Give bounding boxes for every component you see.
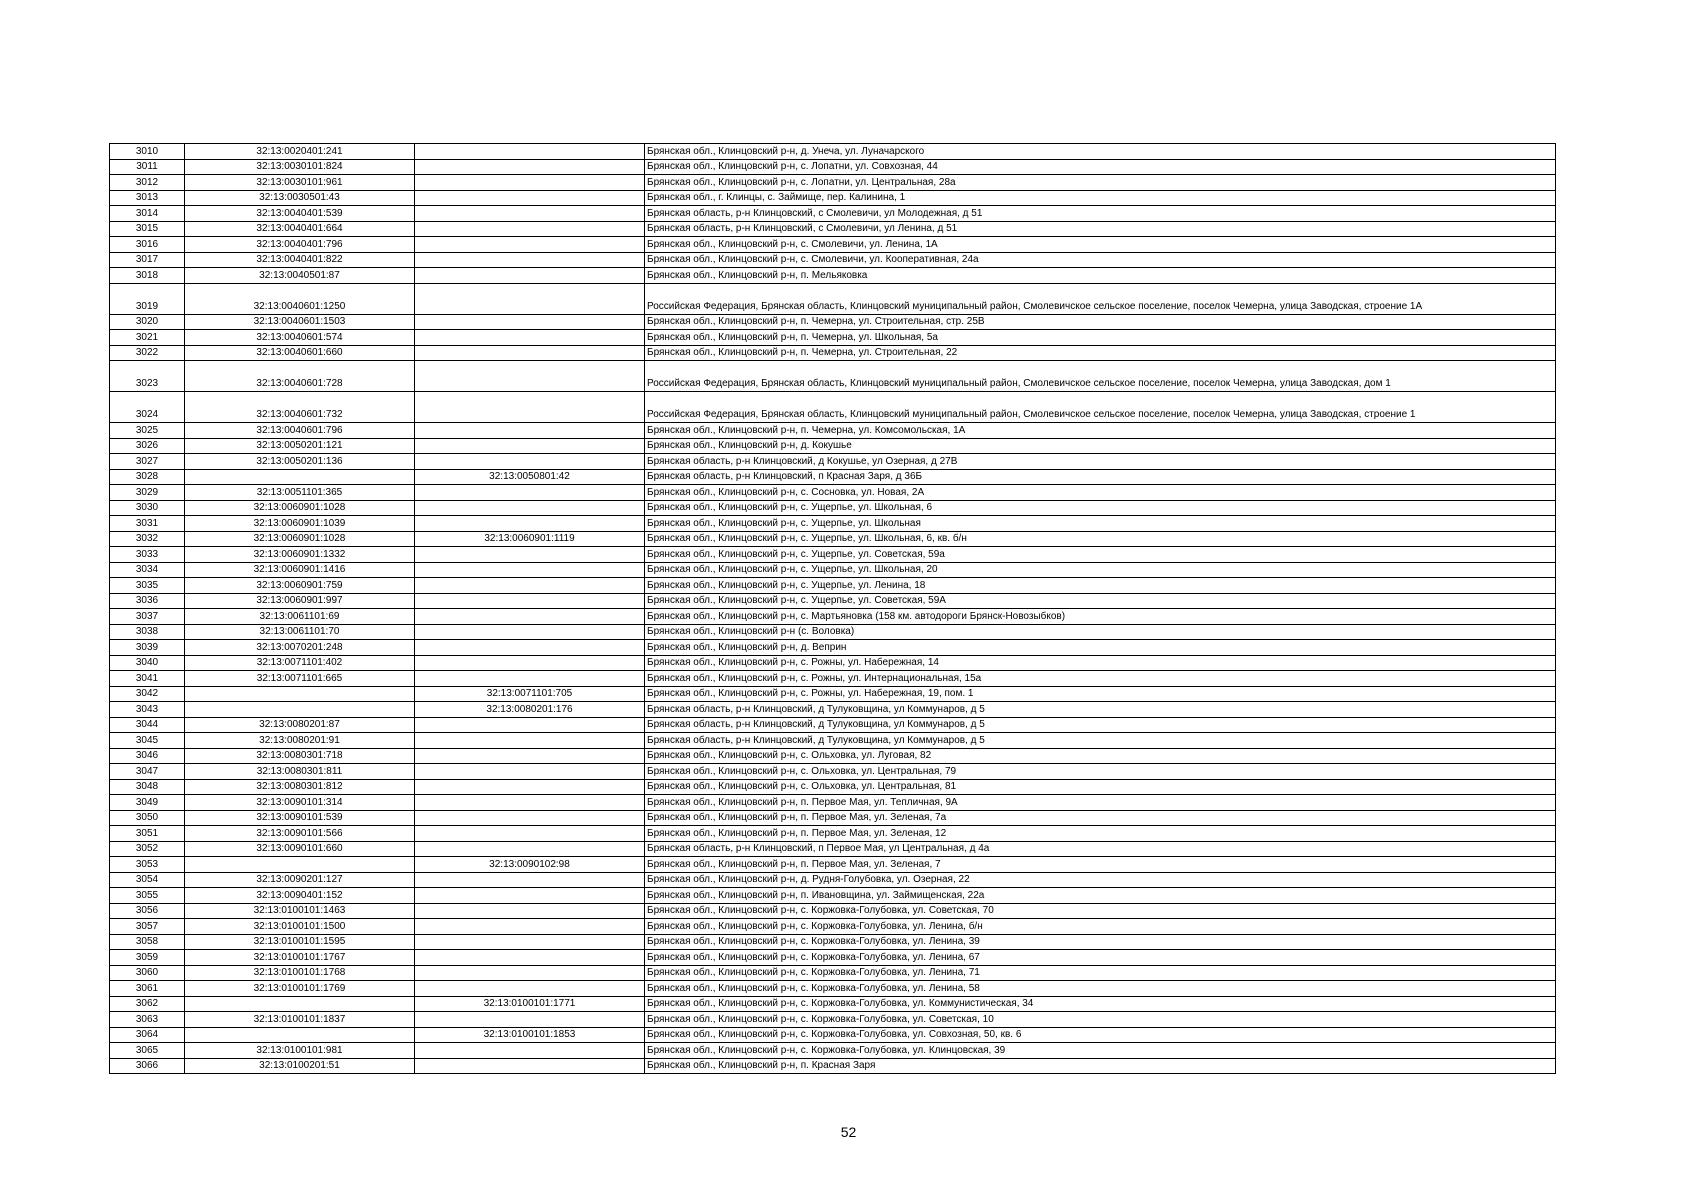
row-number-cell: 3055: [110, 888, 185, 904]
table-row: [110, 268, 1556, 284]
row-number-cell: 3020: [110, 314, 185, 330]
address-cell: Брянская область, р-н Клинцовский, д Тулуковщина, ул Коммунаров, д 5: [645, 717, 1556, 733]
row-number-cell: 3052: [110, 841, 185, 857]
table-row: [110, 996, 1556, 1012]
cadastral-number-cell: 32:13:0100101:1769: [185, 981, 415, 997]
related-cadastral-number-cell: [415, 1058, 645, 1074]
table-row: [110, 748, 1556, 764]
address-cell: Брянская обл., Клинцовский р-н, п. Первое Мая, ул. Зеленая, 12: [645, 826, 1556, 842]
address-cell: Брянская обл., Клинцовский р-н, п. Чемерна, ул. Комсомольская, 1А: [645, 423, 1556, 439]
row-number-cell: 3061: [110, 981, 185, 997]
address-cell: Брянская обл., Клинцовский р-н, с. Лопатни, ул. Центральная, 28а: [645, 175, 1556, 191]
related-cadastral-number-cell: [415, 268, 645, 284]
cadastral-number-cell: [185, 702, 415, 718]
related-cadastral-number-cell: 32:13:0090102:98: [415, 857, 645, 873]
row-number-cell: 3066: [110, 1058, 185, 1074]
cadastral-number-cell: 32:13:0100101:1500: [185, 919, 415, 935]
address-cell: Брянская обл., Клинцовский р-н, с. Коржовка-Голубовка, ул. Коммунистическая, 34: [645, 996, 1556, 1012]
cadastral-number-cell: 32:13:0090101:539: [185, 810, 415, 826]
table-row: [110, 841, 1556, 857]
cadastral-number-cell: 32:13:0090201:127: [185, 872, 415, 888]
cadastral-number-cell: [185, 996, 415, 1012]
related-cadastral-number-cell: [415, 609, 645, 625]
related-cadastral-number-cell: [415, 547, 645, 563]
table-row: [110, 1027, 1556, 1043]
table-row: [110, 640, 1556, 656]
related-cadastral-number-cell: [415, 392, 645, 423]
related-cadastral-number-cell: [415, 190, 645, 206]
address-cell: Брянская обл., Клинцовский р-н, д. Кокушье: [645, 438, 1556, 454]
related-cadastral-number-cell: [415, 624, 645, 640]
cadastral-number-cell: 32:13:0080301:718: [185, 748, 415, 764]
related-cadastral-number-cell: [415, 919, 645, 935]
address-cell: Брянская обл., Клинцовский р-н, с. Ольховка, ул. Луговая, 82: [645, 748, 1556, 764]
address-cell: Брянская обл., Клинцовский р-н, с. Коржовка-Голубовка, ул. Ленина, 39: [645, 934, 1556, 950]
table-row: [110, 857, 1556, 873]
address-cell: Брянская обл., Клинцовский р-н, с. Ущерпье, ул. Школьная, 6: [645, 500, 1556, 516]
row-number-cell: 3039: [110, 640, 185, 656]
row-number-cell: 3051: [110, 826, 185, 842]
cadastral-number-cell: 32:13:0071101:402: [185, 655, 415, 671]
related-cadastral-number-cell: [415, 345, 645, 361]
related-cadastral-number-cell: [415, 562, 645, 578]
related-cadastral-number-cell: [415, 283, 645, 314]
table-row: [110, 252, 1556, 268]
address-cell: Брянская обл., Клинцовский р-н, с. Смолевичи, ул. Кооперативная, 24а: [645, 252, 1556, 268]
address-cell: Брянская обл., Клинцовский р-н, п. Чемерна, ул. Строительная, 22: [645, 345, 1556, 361]
table-row: [110, 686, 1556, 702]
cadastral-number-cell: 32:13:0070201:248: [185, 640, 415, 656]
address-cell: Брянская обл., Клинцовский р-н, п. Первое Мая, ул. Тепличная, 9А: [645, 795, 1556, 811]
row-number-cell: 3035: [110, 578, 185, 594]
related-cadastral-number-cell: [415, 454, 645, 470]
address-cell: Брянская обл., Клинцовский р-н, с. Рожны, ул. Интернациональная, 15а: [645, 671, 1556, 687]
row-number-cell: 3025: [110, 423, 185, 439]
cadastral-number-cell: 32:13:0090401:152: [185, 888, 415, 904]
table-row: [110, 965, 1556, 981]
row-number-cell: 3015: [110, 221, 185, 237]
related-cadastral-number-cell: [415, 655, 645, 671]
cadastral-number-cell: 32:13:0061101:69: [185, 609, 415, 625]
related-cadastral-number-cell: [415, 516, 645, 532]
table-row: [110, 593, 1556, 609]
related-cadastral-number-cell: [415, 934, 645, 950]
row-number-cell: 3037: [110, 609, 185, 625]
related-cadastral-number-cell: [415, 206, 645, 222]
table-row: [110, 547, 1556, 563]
table-row: [110, 609, 1556, 625]
table-row: [110, 934, 1556, 950]
cadastral-number-cell: 32:13:0060901:1332: [185, 547, 415, 563]
address-cell: Брянская обл., Клинцовский р-н, с. Коржовка-Голубовка, ул. Ленина, 67: [645, 950, 1556, 966]
address-cell: Брянская обл., Клинцовский р-н, с. Лопатни, ул. Совхозная, 44: [645, 159, 1556, 175]
address-cell: Российская Федерация, Брянская область, Клинцовский муниципальный район, Смолевичское сельское поселение, поселок Чемерна, улица Заводская, строение 1: [645, 392, 1556, 423]
cadastral-number-cell: 32:13:0040601:732: [185, 392, 415, 423]
related-cadastral-number-cell: [415, 159, 645, 175]
row-number-cell: 3060: [110, 965, 185, 981]
address-cell: Брянская обл., Клинцовский р-н, с. Мартьяновка (158 км. автодороги Брянск-Новозыбков): [645, 609, 1556, 625]
related-cadastral-number-cell: [415, 640, 645, 656]
table-row: [110, 330, 1556, 346]
table-row: [110, 950, 1556, 966]
table-row: [110, 826, 1556, 842]
table-row: [110, 795, 1556, 811]
address-cell: Брянская обл., Клинцовский р-н, п. Чемерна, ул. Школьная, 5а: [645, 330, 1556, 346]
table-row: [110, 159, 1556, 175]
cadastral-number-cell: 32:13:0040601:660: [185, 345, 415, 361]
cadastral-number-cell: 32:13:0060901:1028: [185, 531, 415, 547]
address-cell: Брянская обл., Клинцовский р-н, с. Ущерпье, ул. Советская, 59а: [645, 547, 1556, 563]
row-number-cell: 3013: [110, 190, 185, 206]
row-number-cell: 3021: [110, 330, 185, 346]
row-number-cell: 3048: [110, 779, 185, 795]
row-number-cell: 3042: [110, 686, 185, 702]
address-cell: Брянская обл., Клинцовский р-н, с. Коржовка-Голубовка, ул. Ленина, 71: [645, 965, 1556, 981]
row-number-cell: 3012: [110, 175, 185, 191]
cadastral-number-cell: 32:13:0050201:136: [185, 454, 415, 470]
related-cadastral-number-cell: [415, 950, 645, 966]
table-row: [110, 531, 1556, 547]
address-cell: Брянская обл., Клинцовский р-н, п. Первое Мая, ул. Зеленая, 7а: [645, 810, 1556, 826]
table-row: [110, 500, 1556, 516]
table-row: [110, 779, 1556, 795]
row-number-cell: 3053: [110, 857, 185, 873]
cadastral-number-cell: 32:13:0100101:1767: [185, 950, 415, 966]
cadastral-number-cell: 32:13:0060901:1028: [185, 500, 415, 516]
related-cadastral-number-cell: [415, 221, 645, 237]
cadastral-number-cell: 32:13:0060901:1416: [185, 562, 415, 578]
table-row: [110, 485, 1556, 501]
address-cell: Брянская область, р-н Клинцовский, с Смолевичи, ул Ленина, д 51: [645, 221, 1556, 237]
table-row: [110, 1058, 1556, 1074]
table-row: [110, 392, 1556, 423]
property-table: [109, 143, 1556, 1074]
related-cadastral-number-cell: 32:13:0100101:1771: [415, 996, 645, 1012]
row-number-cell: 3022: [110, 345, 185, 361]
address-cell: Брянская обл., Клинцовский р-н, с. Ущерпье, ул. Ленина, 18: [645, 578, 1556, 594]
cadastral-number-cell: [185, 1027, 415, 1043]
cadastral-number-cell: 32:13:0080201:91: [185, 733, 415, 749]
row-number-cell: 3011: [110, 159, 185, 175]
related-cadastral-number-cell: [415, 1012, 645, 1028]
related-cadastral-number-cell: [415, 810, 645, 826]
table-row: [110, 454, 1556, 470]
cadastral-number-cell: 32:13:0100101:1463: [185, 903, 415, 919]
row-number-cell: 3029: [110, 485, 185, 501]
related-cadastral-number-cell: [415, 423, 645, 439]
row-number-cell: 3043: [110, 702, 185, 718]
table-row: [110, 469, 1556, 485]
row-number-cell: 3016: [110, 237, 185, 253]
row-number-cell: 3050: [110, 810, 185, 826]
address-cell: Брянская обл., Клинцовский р-н, с. Ольховка, ул. Центральная, 81: [645, 779, 1556, 795]
related-cadastral-number-cell: [415, 593, 645, 609]
cadastral-number-cell: 32:13:0051101:365: [185, 485, 415, 501]
cadastral-number-cell: 32:13:0080301:811: [185, 764, 415, 780]
cadastral-number-cell: 32:13:0071101:665: [185, 671, 415, 687]
row-number-cell: 3023: [110, 361, 185, 392]
address-cell: Брянская обл., Клинцовский р-н, с. Ущерпье, ул. Советская, 59А: [645, 593, 1556, 609]
related-cadastral-number-cell: [415, 485, 645, 501]
cadastral-number-cell: 32:13:0060901:997: [185, 593, 415, 609]
row-number-cell: 3040: [110, 655, 185, 671]
table-row: [110, 1012, 1556, 1028]
related-cadastral-number-cell: [415, 903, 645, 919]
table-row: [110, 919, 1556, 935]
cadastral-number-cell: 32:13:0100101:1595: [185, 934, 415, 950]
row-number-cell: 3028: [110, 469, 185, 485]
cadastral-number-cell: 32:13:0050201:121: [185, 438, 415, 454]
address-cell: Брянская обл., Клинцовский р-н, с. Коржовка-Голубовка, ул. Ленина, б/н: [645, 919, 1556, 935]
cadastral-number-cell: 32:13:0040601:1503: [185, 314, 415, 330]
related-cadastral-number-cell: 32:13:0100101:1853: [415, 1027, 645, 1043]
address-cell: Брянская область, р-н Клинцовский, п Красная Заря, д 36Б: [645, 469, 1556, 485]
cadastral-number-cell: 32:13:0040401:539: [185, 206, 415, 222]
address-cell: Брянская обл., Клинцовский р-н, с. Коржовка-Голубовка, ул. Ленина, 58: [645, 981, 1556, 997]
related-cadastral-number-cell: [415, 314, 645, 330]
address-cell: Брянская обл., Клинцовский р-н, д. Веприн: [645, 640, 1556, 656]
related-cadastral-number-cell: [415, 361, 645, 392]
cadastral-number-cell: 32:13:0090101:660: [185, 841, 415, 857]
table-row: [110, 438, 1556, 454]
row-number-cell: 3038: [110, 624, 185, 640]
related-cadastral-number-cell: [415, 764, 645, 780]
row-number-cell: 3054: [110, 872, 185, 888]
row-number-cell: 3044: [110, 717, 185, 733]
related-cadastral-number-cell: [415, 237, 645, 253]
related-cadastral-number-cell: [415, 500, 645, 516]
row-number-cell: 3046: [110, 748, 185, 764]
related-cadastral-number-cell: [415, 144, 645, 160]
table-row: [110, 221, 1556, 237]
row-number-cell: 3017: [110, 252, 185, 268]
cadastral-number-cell: 32:13:0080201:87: [185, 717, 415, 733]
table-row: [110, 206, 1556, 222]
cadastral-number-cell: 32:13:0040601:728: [185, 361, 415, 392]
related-cadastral-number-cell: [415, 733, 645, 749]
related-cadastral-number-cell: 32:13:0060901:1119: [415, 531, 645, 547]
row-number-cell: 3064: [110, 1027, 185, 1043]
table-row: [110, 190, 1556, 206]
address-cell: Брянская обл., г. Клинцы, с. Займище, пер. Калинина, 1: [645, 190, 1556, 206]
address-cell: Брянская обл., Клинцовский р-н, с. Рожны, ул. Набережная, 14: [645, 655, 1556, 671]
row-number-cell: 3033: [110, 547, 185, 563]
related-cadastral-number-cell: [415, 795, 645, 811]
cadastral-number-cell: 32:13:0060901:759: [185, 578, 415, 594]
cadastral-number-cell: 32:13:0100101:1768: [185, 965, 415, 981]
cadastral-number-cell: 32:13:0040401:796: [185, 237, 415, 253]
address-cell: Брянская область, р-н Клинцовский, п Первое Мая, ул Центральная, д 4а: [645, 841, 1556, 857]
address-cell: Брянская область, р-н Клинцовский, д Тулуковщина, ул Коммунаров, д 5: [645, 733, 1556, 749]
address-cell: Брянская обл., Клинцовский р-н, с. Рожны, ул. Набережная, 19, пом. 1: [645, 686, 1556, 702]
row-number-cell: 3032: [110, 531, 185, 547]
table-row: [110, 283, 1556, 314]
cadastral-number-cell: [185, 469, 415, 485]
related-cadastral-number-cell: [415, 438, 645, 454]
address-cell: Брянская обл., Клинцовский р-н, с. Ольховка, ул. Центральная, 79: [645, 764, 1556, 780]
table-row: [110, 717, 1556, 733]
address-cell: Брянская обл., Клинцовский р-н, с. Ущерпье, ул. Школьная, 20: [645, 562, 1556, 578]
related-cadastral-number-cell: [415, 841, 645, 857]
table-row: [110, 981, 1556, 997]
table-row: [110, 810, 1556, 826]
row-number-cell: 3024: [110, 392, 185, 423]
cadastral-number-cell: 32:13:0100101:1837: [185, 1012, 415, 1028]
table-row: [110, 888, 1556, 904]
row-number-cell: 3030: [110, 500, 185, 516]
cadastral-number-cell: 32:13:0090101:566: [185, 826, 415, 842]
cadastral-number-cell: [185, 857, 415, 873]
table-row: [110, 345, 1556, 361]
cadastral-number-cell: 32:13:0030501:43: [185, 190, 415, 206]
table-row: [110, 578, 1556, 594]
address-cell: Брянская обл., Клинцовский р-н, д. Рудня-Голубовка, ул. Озерная, 22: [645, 872, 1556, 888]
row-number-cell: 3034: [110, 562, 185, 578]
related-cadastral-number-cell: [415, 888, 645, 904]
related-cadastral-number-cell: [415, 252, 645, 268]
row-number-cell: 3049: [110, 795, 185, 811]
cadastral-number-cell: 32:13:0020401:241: [185, 144, 415, 160]
address-cell: Брянская область, р-н Клинцовский, с Смолевичи, ул Молодежная, д 51: [645, 206, 1556, 222]
address-cell: Брянская обл., Клинцовский р-н, п. Мельяковка: [645, 268, 1556, 284]
related-cadastral-number-cell: [415, 965, 645, 981]
cadastral-number-cell: 32:13:0030101:961: [185, 175, 415, 191]
cadastral-number-cell: 32:13:0100201:51: [185, 1058, 415, 1074]
table-row: [110, 624, 1556, 640]
row-number-cell: 3058: [110, 934, 185, 950]
cadastral-number-cell: 32:13:0100101:981: [185, 1043, 415, 1059]
address-cell: Брянская обл., Клинцовский р-н, п. Чемерна, ул. Строительная, стр. 25В: [645, 314, 1556, 330]
cadastral-number-cell: 32:13:0060901:1039: [185, 516, 415, 532]
address-cell: Брянская обл., Клинцовский р-н, п. Красная Заря: [645, 1058, 1556, 1074]
related-cadastral-number-cell: 32:13:0050801:42: [415, 469, 645, 485]
related-cadastral-number-cell: [415, 330, 645, 346]
table-row: [110, 516, 1556, 532]
cadastral-number-cell: [185, 686, 415, 702]
row-number-cell: 3018: [110, 268, 185, 284]
address-cell: Брянская обл., Клинцовский р-н (с. Воловка): [645, 624, 1556, 640]
row-number-cell: 3041: [110, 671, 185, 687]
related-cadastral-number-cell: 32:13:0071101:705: [415, 686, 645, 702]
row-number-cell: 3057: [110, 919, 185, 935]
address-cell: Брянская обл., Клинцовский р-н, с. Ущерпье, ул. Школьная: [645, 516, 1556, 532]
cadastral-number-cell: 32:13:0040501:87: [185, 268, 415, 284]
row-number-cell: 3019: [110, 283, 185, 314]
address-cell: Брянская обл., Клинцовский р-н, с. Коржовка-Голубовка, ул. Советская, 70: [645, 903, 1556, 919]
table-row: [110, 655, 1556, 671]
related-cadastral-number-cell: [415, 717, 645, 733]
address-cell: Брянская обл., Клинцовский р-н, п. Ивановщина, ул. Займищенская, 22а: [645, 888, 1556, 904]
related-cadastral-number-cell: [415, 578, 645, 594]
address-cell: Брянская область, р-н Клинцовский, д Тулуковщина, ул Коммунаров, д 5: [645, 702, 1556, 718]
address-cell: Брянская обл., Клинцовский р-н, с. Ущерпье, ул. Школьная, 6, кв. б/н: [645, 531, 1556, 547]
row-number-cell: 3031: [110, 516, 185, 532]
table-row: [110, 702, 1556, 718]
row-number-cell: 3036: [110, 593, 185, 609]
cadastral-number-cell: 32:13:0040601:1250: [185, 283, 415, 314]
row-number-cell: 3059: [110, 950, 185, 966]
related-cadastral-number-cell: [415, 981, 645, 997]
row-number-cell: 3047: [110, 764, 185, 780]
row-number-cell: 3027: [110, 454, 185, 470]
address-cell: Брянская обл., Клинцовский р-н, с. Коржовка-Голубовка, ул. Совхозная, 50, кв. 6: [645, 1027, 1556, 1043]
row-number-cell: 3062: [110, 996, 185, 1012]
table-row: [110, 764, 1556, 780]
table-row: [110, 1043, 1556, 1059]
related-cadastral-number-cell: [415, 671, 645, 687]
table-body: [110, 144, 1556, 1074]
row-number-cell: 3010: [110, 144, 185, 160]
page-number: 52: [840, 1124, 857, 1140]
table-row: [110, 361, 1556, 392]
row-number-cell: 3045: [110, 733, 185, 749]
address-cell: Российская Федерация, Брянская область, Клинцовский муниципальный район, Смолевичское сельское поселение, поселок Чемерна, улица Заводская, строение 1А: [645, 283, 1556, 314]
related-cadastral-number-cell: 32:13:0080201:176: [415, 702, 645, 718]
table-row: [110, 144, 1556, 160]
address-cell: Брянская обл., Клинцовский р-н, с. Смолевичи, ул. Ленина, 1А: [645, 237, 1556, 253]
table-row: [110, 903, 1556, 919]
address-cell: Брянская обл., Клинцовский р-н, п. Первое Мая, ул. Зеленая, 7: [645, 857, 1556, 873]
row-number-cell: 3065: [110, 1043, 185, 1059]
table-row: [110, 314, 1556, 330]
table-row: [110, 562, 1556, 578]
cadastral-number-cell: 32:13:0040601:796: [185, 423, 415, 439]
address-cell: Российская Федерация, Брянская область, Клинцовский муниципальный район, Смолевичское сельское поселение, поселок Чемерна, улица Заводская, дом 1: [645, 361, 1556, 392]
row-number-cell: 3056: [110, 903, 185, 919]
cadastral-number-cell: 32:13:0030101:824: [185, 159, 415, 175]
cadastral-number-cell: 32:13:0040601:574: [185, 330, 415, 346]
row-number-cell: 3026: [110, 438, 185, 454]
table-row: [110, 423, 1556, 439]
related-cadastral-number-cell: [415, 175, 645, 191]
table-row: [110, 733, 1556, 749]
related-cadastral-number-cell: [415, 748, 645, 764]
related-cadastral-number-cell: [415, 779, 645, 795]
table-row: [110, 671, 1556, 687]
table-row: [110, 175, 1556, 191]
table-row: [110, 872, 1556, 888]
row-number-cell: 3014: [110, 206, 185, 222]
related-cadastral-number-cell: [415, 1043, 645, 1059]
address-cell: Брянская обл., Клинцовский р-н, с. Сосновка, ул. Новая, 2А: [645, 485, 1556, 501]
address-cell: Брянская обл., Клинцовский р-н, с. Коржовка-Голубовка, ул. Клинцовская, 39: [645, 1043, 1556, 1059]
related-cadastral-number-cell: [415, 872, 645, 888]
cadastral-number-cell: 32:13:0040401:664: [185, 221, 415, 237]
cadastral-number-cell: 32:13:0040401:822: [185, 252, 415, 268]
cadastral-number-cell: 32:13:0090101:314: [185, 795, 415, 811]
cadastral-number-cell: 32:13:0080301:812: [185, 779, 415, 795]
address-cell: Брянская область, р-н Клинцовский, д Кокушье, ул Озерная, д 27В: [645, 454, 1556, 470]
related-cadastral-number-cell: [415, 826, 645, 842]
address-cell: Брянская обл., Клинцовский р-н, д. Унеча, ул. Луначарского: [645, 144, 1556, 160]
address-cell: Брянская обл., Клинцовский р-н, с. Коржовка-Голубовка, ул. Советская, 10: [645, 1012, 1556, 1028]
row-number-cell: 3063: [110, 1012, 185, 1028]
cadastral-number-cell: 32:13:0061101:70: [185, 624, 415, 640]
table-row: [110, 237, 1556, 253]
